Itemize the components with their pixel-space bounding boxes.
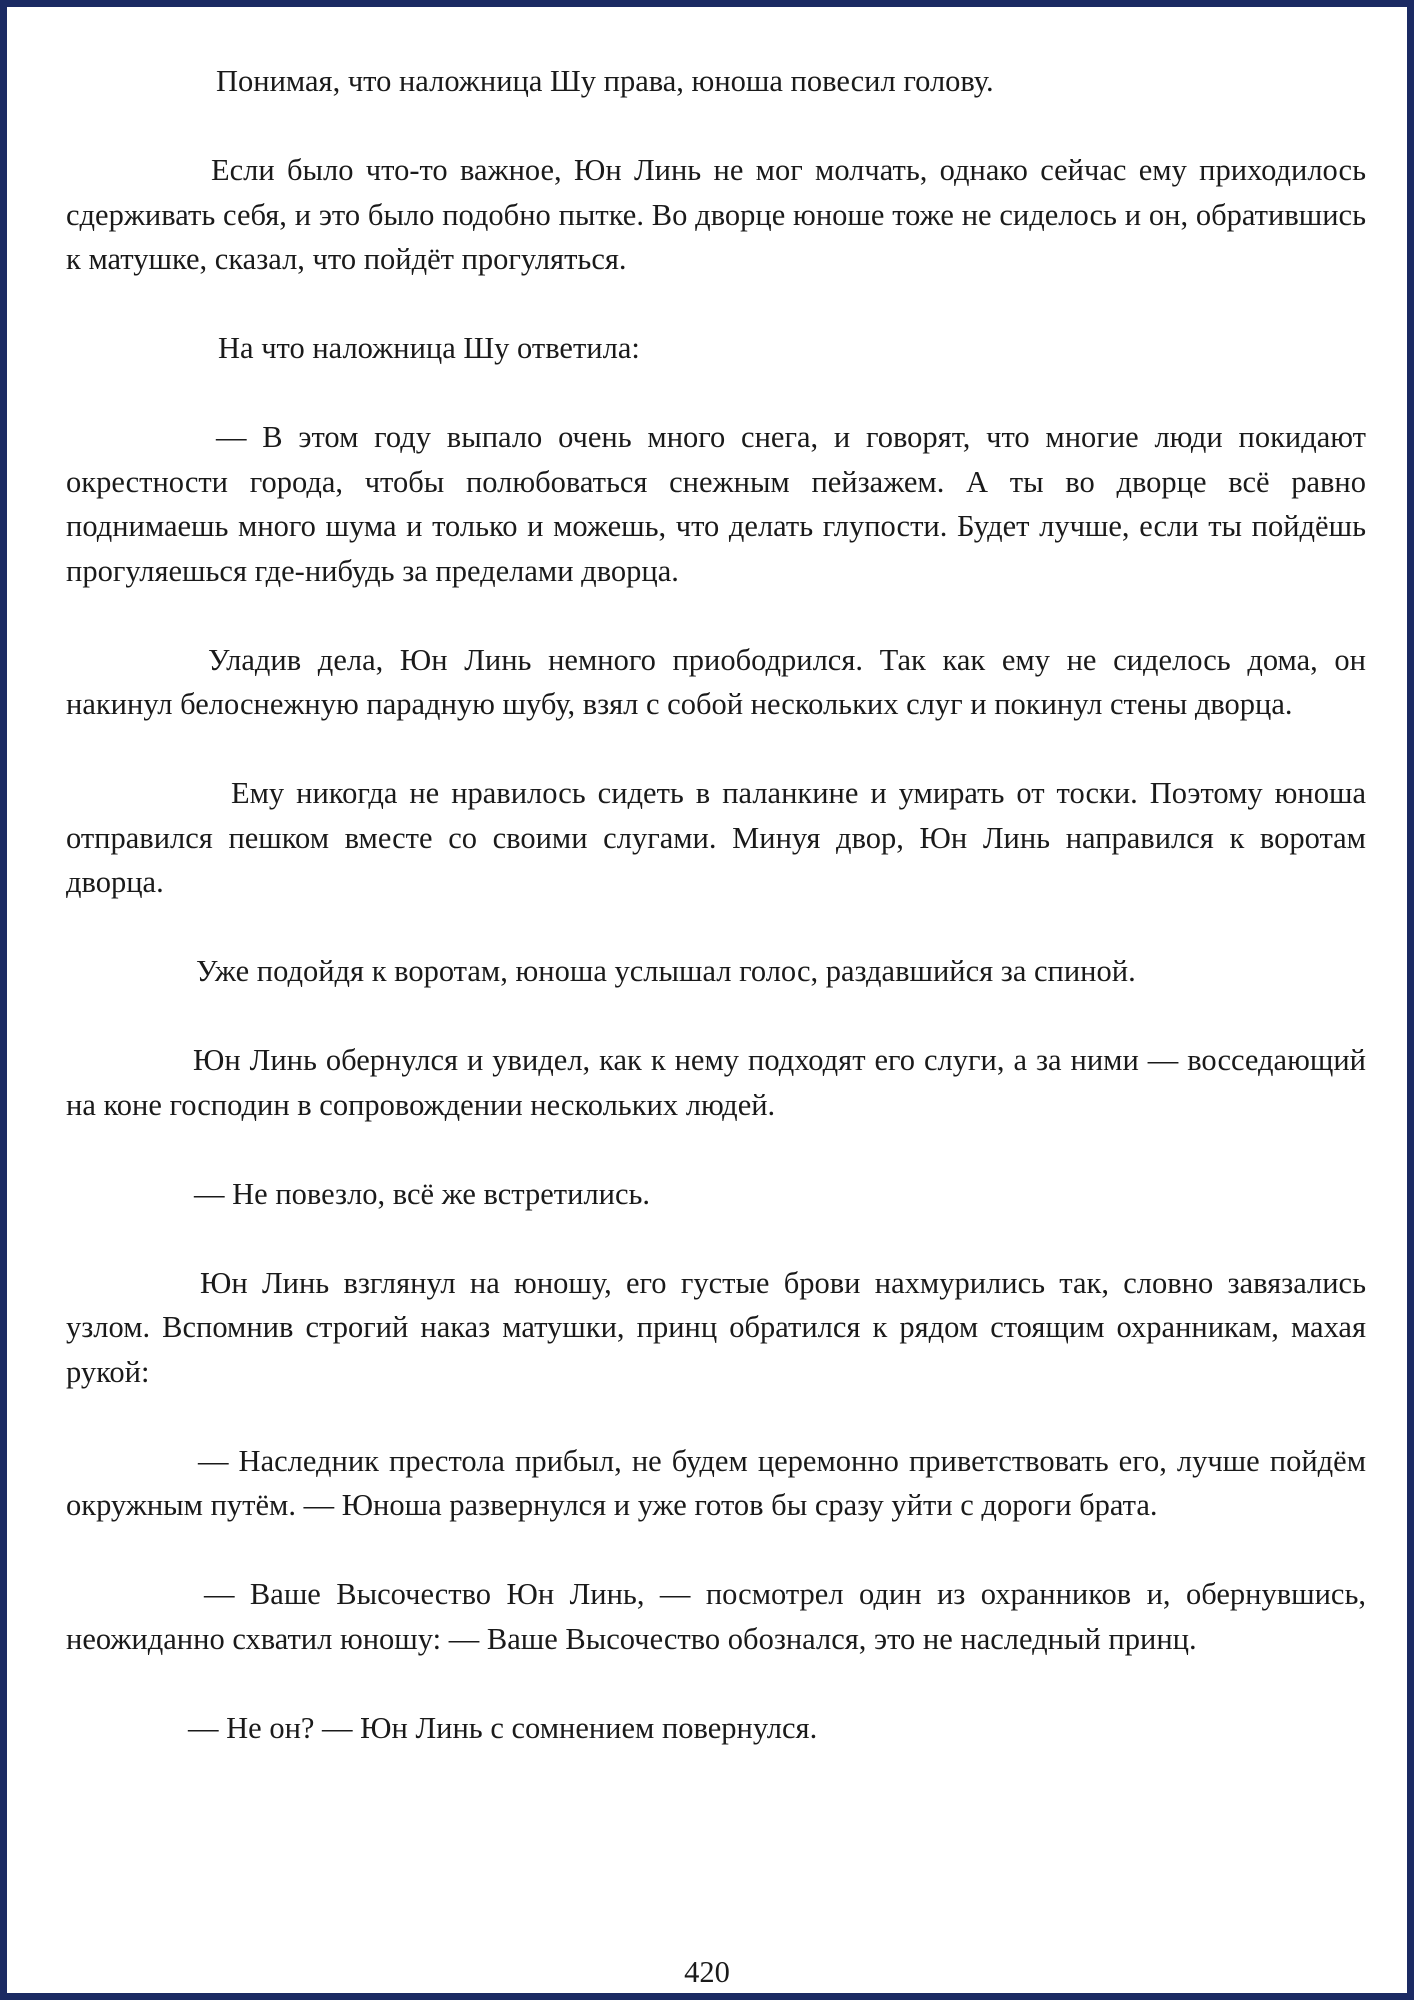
paragraph-13: — Не он? — Юн Линь с сомнением повернулся. <box>188 1710 818 1745</box>
paragraph-1: Понимая, что наложница Шу права, юноша повесил голову. <box>216 64 994 98</box>
paragraph-6: Ему никогда не нравилось сидеть в паланкине и умирать от тоски. Поэтому юноша отправился пешком вместе со своими слугами. Минуя двор, Юн Линь направился к воротам дворца. <box>66 776 1366 899</box>
paragraph-12: — Ваше Высочество Юн Линь, — посмотрел один из охранников и, обернувшись, неожиданно схватил юношу: — Ваше Высочество обознался, это не наследный принц. <box>66 1577 1366 1656</box>
paragraph-10: Юн Линь взглянул на юношу, его густые брови нахмурились так, словно завязались узлом. Вспомнив строгий наказ матушки, принц обратился к рядом стоящим охранникам, махая рукой: <box>66 1265 1366 1389</box>
paragraph-2: Если было что-то важное, Юн Линь не мог молчать, однако сейчас ему приходилось сдерживать себя, и это было подобно пытке. Во дворце юноше тоже не сиделось и он, обратившись к матушке, сказал, что пойдёт прогуляться. <box>66 153 1366 276</box>
paragraph-4: — В этом году выпало очень много снега, и говорят, что многие люди покидают окрестности города, чтобы полюбоваться снежным пейзажем. А ты во дворце всё равно поднимаешь много шума и только и можешь, что делать глупости. Будет лучше, если ты пойдёшь прогуляешься где-нибудь за пределами дворца. <box>66 420 1366 588</box>
body-text <box>66 59 1366 1750</box>
paragraph-5: Уладив дела, Юн Линь немного приободрился. Так как ему не сиделось дома, он накинул белоснежную парадную шубу, взял с собой нескольких слуг и покинул стены дворца. <box>66 642 1366 721</box>
page-number: 420 <box>684 1955 730 1989</box>
paragraph-3: На что наложница Шу ответила: <box>218 331 640 365</box>
paragraph-11: — Наследник престола прибыл, не будем церемонно приветствовать его, лучше пойдём окружным путём. — Юноша развернулся и уже готов бы сразу уйти с дороги брата. <box>66 1443 1366 1522</box>
paragraph-9: — Не повезло, всё же встретились. <box>194 1176 651 1211</box>
paragraph-7: Уже подойдя к воротам, юноша услышал голос, раздавшийся за спиной. <box>196 954 1136 988</box>
paragraph-8: Юн Линь обернулся и увидел, как к нему подходят его слуги, а за ними — восседающий на коне господин в сопровождении нескольких людей. <box>66 1043 1366 1122</box>
